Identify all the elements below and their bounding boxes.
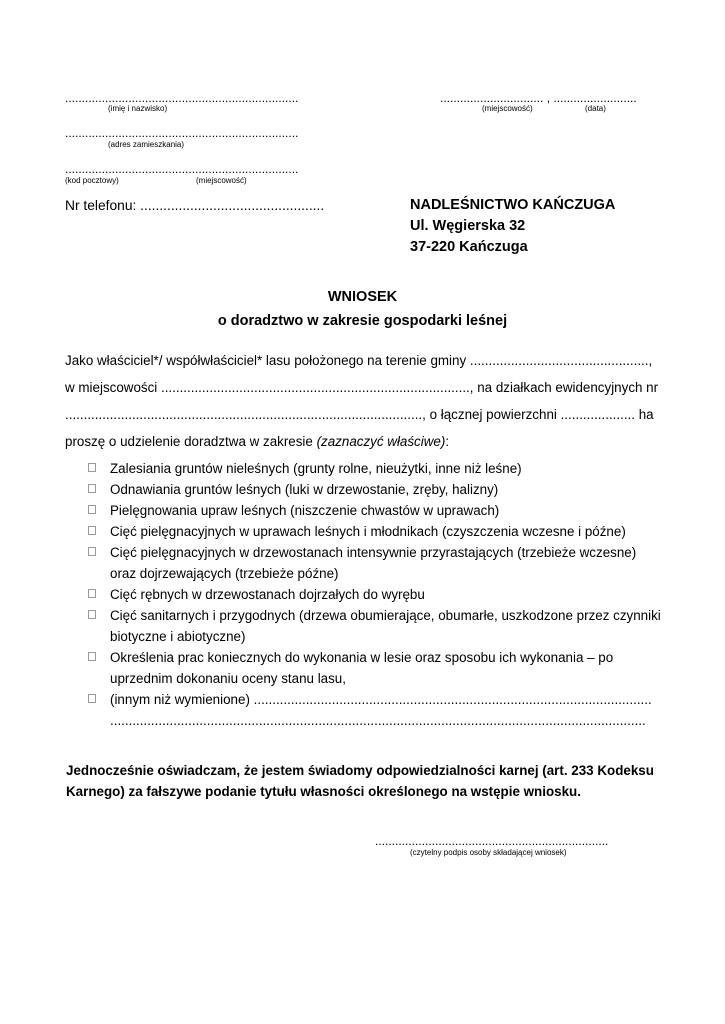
checkbox[interactable] [88,526,96,535]
checkbox[interactable] [88,547,96,556]
place-date-field[interactable]: ............................... , ......................... [440,91,637,105]
options-list [88,458,668,731]
recipient-city: 37-220 Kańczuga [410,239,528,255]
option-label: Cięć pielęgnacyjnych w uprawach leśnych i młodnikach (czyszczenia wczesne i późne) [110,524,626,539]
name-caption: (imię i nazwisko) [108,104,168,113]
body-line-4 [65,434,449,450]
option-label: Zalesiania gruntów nieleśnych (grunty rolne, nieużytki, inne niż leśne) [110,461,522,476]
phone-field[interactable]: Nr telefonu: ................................................ [65,198,325,213]
body-line-1: Jako właściciel*/ współwłaściciel* lasu położonego na terenie gminy ................................................, [65,353,653,368]
signature-caption: (czytelny podpis osoby składającej wniosek) [410,848,567,857]
name-field[interactable]: ...................................................................... [65,91,299,105]
city-caption: (miejscowość) [196,176,247,185]
option-label: Cięć pielęgnacyjnych w drzewostanach intensywnie przyrastających (trzebieże wczesne) [110,545,637,560]
checkbox[interactable] [88,610,96,619]
option-item-other[interactable] [88,689,668,710]
option-label: Cięć sanitarnych i przygodnych (drzewa obumierające, obumarłe, uszkodzone przez czynniki [110,608,661,623]
checkbox[interactable] [88,505,96,514]
option-item[interactable] [88,521,668,542]
option-label: Cięć rębnych w drzewostanach dojrzałych do wyrębu [110,587,425,602]
declaration-text: Jednocześnie oświadczam, że jestem świadomy odpowiedzialności karnej (art. 233 Kodeksu Karnego) za fałszywe podanie tytułu własności określonego na wstępie wniosku. [66,763,654,799]
body-line-4-suffix: : [445,434,450,449]
address-field[interactable]: ...................................................................... [65,126,299,140]
option-item[interactable] [88,542,668,563]
document-title: WNIOSEK [327,289,398,305]
option-continuation [88,668,668,689]
checkbox[interactable] [88,463,96,472]
checkbox[interactable] [88,484,96,493]
postal-caption: (kod pocztowy) [65,176,119,185]
option-label: (innym niż wymienione) ........................................................................................................... [110,692,652,707]
option-other-field[interactable] [88,710,668,731]
place-caption: (miejscowość) [482,104,533,113]
date-caption: (data) [585,104,606,113]
option-label: Odnawiania gruntów leśnych (luki w drzewostanie, zręby, halizny) [110,482,499,497]
option-item[interactable] [88,500,668,521]
option-label: oraz dojrzewających (trzebieże późne) [110,566,339,581]
option-item[interactable] [88,458,668,479]
checkbox[interactable] [88,652,96,661]
checkbox[interactable] [88,589,96,598]
option-continuation [88,563,668,584]
postal-city-field[interactable]: ...................................................................... [65,162,299,176]
option-label: uprzednim dokonaniu oceny stanu lasu, [110,671,346,686]
option-item[interactable] [88,605,668,626]
body-line-2: w miejscowości ..................................................................................., na działkach ewidencyjnych nr [65,380,659,395]
option-label: biotyczne i abiotyczne) [110,629,246,644]
checkbox[interactable] [88,694,96,703]
body-line-4-hint: (zaznaczyć właściwe) [316,434,446,449]
option-item[interactable] [88,647,668,668]
recipient-name: NADLEŚNICTWO KAŃCZUGA [410,197,616,213]
option-item[interactable] [88,479,668,500]
signature-field[interactable]: ...................................................................... [375,834,609,848]
document-subtitle: o doradztwo w zakresie gospodarki leśnej [217,313,508,329]
body-line-4-prefix: proszę o udzielenie doradztwa w zakresie [65,434,317,449]
option-label: ................................................................................................................................................ [110,713,646,728]
recipient-street: Ul. Węgierska 32 [410,218,526,234]
body-line-3: ................................................................................................, o łącznej powierzchni .................... ha [65,407,654,422]
option-item[interactable] [88,584,668,605]
address-caption: (adres zamieszkania) [108,140,185,149]
option-label: Określenia prac koniecznych do wykonania w lesie oraz sposobu ich wykonania – po [110,650,614,665]
option-continuation [88,626,668,647]
option-label: Pielęgnowania upraw leśnych (niszczenie chwastów w uprawach) [110,503,500,518]
